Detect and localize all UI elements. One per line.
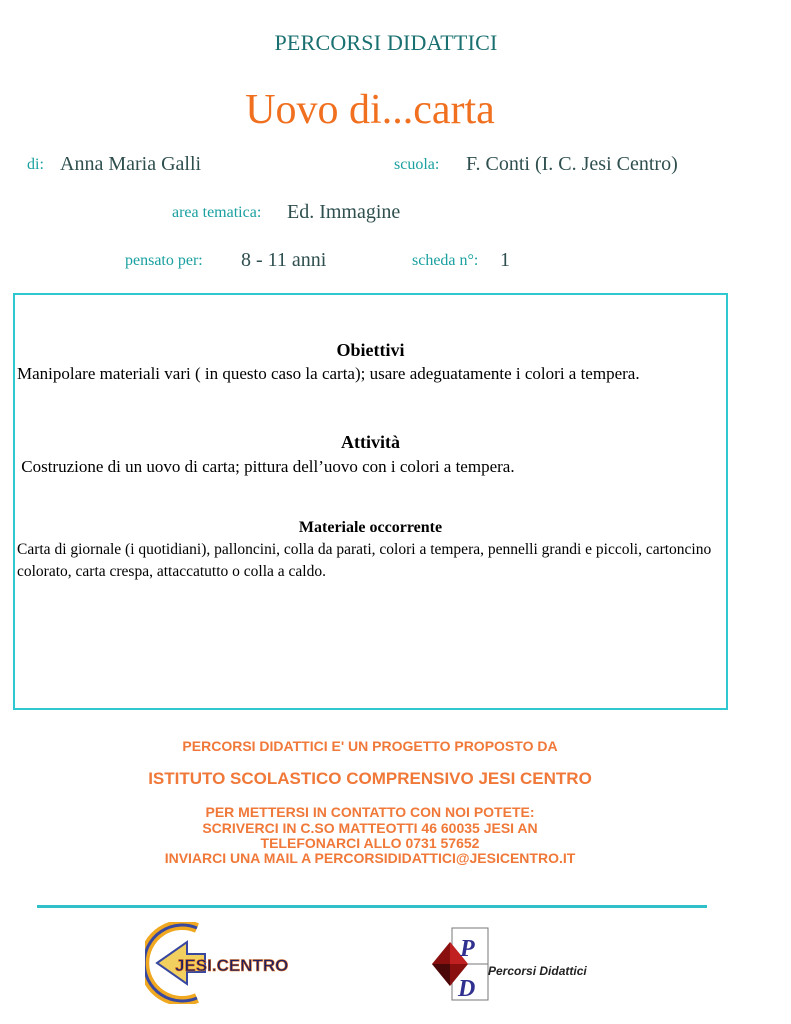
area-value: Ed. Immagine bbox=[287, 201, 401, 223]
contact-line-3: TELEFONARCI ALLO 0731 57652 bbox=[260, 835, 480, 851]
age-value: 8 - 11 anni bbox=[241, 249, 327, 271]
pd-logo-d: D bbox=[458, 976, 476, 1002]
contact-line-1: PER METTERSI IN CONTATTO CON NOI POTETE: bbox=[205, 804, 535, 820]
contact-line-2: SCRIVERCI IN C.SO MATTEOTTI 46 60035 JESI AN bbox=[202, 820, 538, 836]
school-label: scuola: bbox=[394, 156, 440, 173]
pd-logo-text: Percorsi Didattici bbox=[488, 964, 587, 978]
contact-line-4: INVIARCI UNA MAIL A PERCORSIDIDATTICI@JESICENTRO.IT bbox=[164, 850, 576, 866]
project-line: PERCORSI DIDATTICI E' UN PROGETTO PROPOSTO DA bbox=[182, 738, 558, 754]
percorsi-didattici-logo bbox=[420, 926, 610, 1004]
age-label: pensato per: bbox=[125, 252, 203, 269]
activity-text: Costruzione di un uovo di carta; pittura dell’uovo con i colori a tempera. bbox=[17, 457, 515, 476]
activity-heading: Attività bbox=[341, 432, 400, 452]
jesi-centro-logo-text: JESI.CENTRO bbox=[175, 956, 289, 975]
jesi-centro-logo-graphic bbox=[145, 922, 310, 1004]
sheet-number: 1 bbox=[500, 249, 510, 271]
series-title: PERCORSI DIDATTICI bbox=[274, 30, 498, 55]
objectives-text: Manipolare materiali vari ( in questo caso la carta); usare adeguatamente i colori a tempera. bbox=[17, 364, 640, 383]
school-name: F. Conti (I. C. Jesi Centro) bbox=[466, 153, 678, 175]
jesi-centro-logo bbox=[145, 922, 310, 1004]
footer-divider bbox=[37, 905, 707, 908]
page-title: Uovo di...carta bbox=[245, 87, 495, 133]
pd-logo-p: P bbox=[460, 936, 475, 962]
objectives-heading: Obiettivi bbox=[336, 340, 405, 360]
content-box bbox=[13, 293, 728, 710]
area-label: area tematica: bbox=[172, 204, 262, 221]
percorsi-didattici-logo-graphic bbox=[420, 926, 610, 1004]
materials-text: Carta di giornale (i quotidiani), palloncini, colla da parati, colori a tempera, pennelli grandi e piccoli, cartoncino colorato, carta crespa, attaccatutto o colla a caldo. bbox=[17, 541, 712, 580]
author-name: Anna Maria Galli bbox=[60, 153, 202, 175]
institute-line: ISTITUTO SCOLASTICO COMPRENSIVO JESI CENTRO bbox=[148, 769, 592, 788]
materials-heading: Materiale occorrente bbox=[298, 519, 443, 536]
sheet-label: scheda n°: bbox=[412, 252, 479, 269]
author-label: di: bbox=[27, 156, 44, 173]
